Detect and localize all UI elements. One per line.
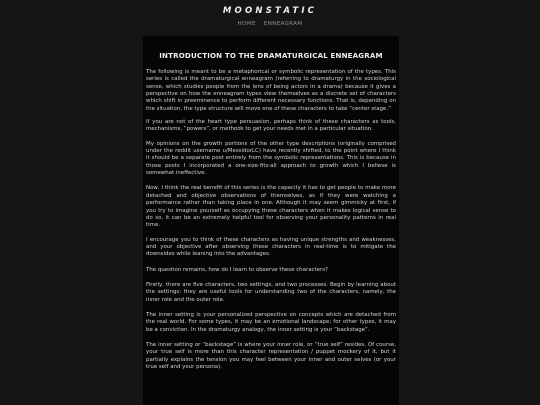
article-paragraph: If you are not of the heart type persuasion, perhaps think of these characters as tools, mechanisms, “powers”, or methods to get your needs met in a particular situation. (146, 119, 396, 133)
article-paragraph: My opinions on the growth portions of the other type descriptions (originally comprised under the reddit username u/MessidorLC) have recently shifted, to the point where I think it should be a separate post entirely from the symbolic representations. This is because in those posts I incorporated a one-size-fits-all approach to growth which I believe is somewhat ineffective. (146, 140, 396, 177)
article-paragraph: Firstly, there are five characters, two settings, and two processes. Begin by learning about the settings: they are useful tools for understanding two of the characters, namely, the inner role and the outer role. (146, 281, 396, 303)
article-paragraph: The question remains, how do I learn to observe these characters? (146, 266, 328, 273)
site-title[interactable]: MOONSTATIC (222, 6, 318, 16)
article-panel (143, 36, 399, 405)
article-body (146, 69, 396, 371)
article-paragraph: The following is meant to be a metaphorical or symbolic representation of the types. This series is called the dramaturgical enneagram (referring to dramaturgy in the sociological sense, which studies people from the lens of being actors in a drama) because it gives a perspective on how the enneagram types view themselves as a discrete set of characters which shift in preeminence to perform different necessary functions. That is, depending on the situation, the type structure will move one of these characters to take “center stage.” (146, 69, 396, 112)
article-title: INTRODUCTION TO THE DRAMATURGICAL ENNEAGRAM (159, 51, 383, 60)
article-paragraph: The inner setting is your personalized perspective on concepts which are detached from the real world. For some types, it may be an emotional landscape; for other types, it may be a conviction. In the dramaturgy analogy, the inner setting is your “backstage”. (146, 311, 396, 333)
article-paragraph: I encourage you to think of these characters as having unique strengths and weaknesses, and your objective after observing these characters in real-time is to mitigate the downsides while leaning into the advantages. (146, 236, 396, 258)
article-paragraph: Now, I think the real benefit of this series is the capacity it has to get people to make more detached and objective observations of themselves, as if they were watching a performance rather than taking place in one. Although it may seem gimmicky at first, if you try to imagine yourself as occupying these characters when it makes logical sense to do so, it can be an extremely helpful tool for observing your personality patterns in real time. (146, 185, 396, 229)
nav-link-home[interactable]: HOME (237, 21, 256, 27)
article-paragraph: The inner setting or “backstage” is where your inner role, or “true self” resides. Of course, your true self is more than this character representation / puppet mockery of it, but it partially explains the tension you may feel between your inner and outer selves (or your true self and your persona). (146, 341, 396, 370)
site-header (0, 0, 540, 34)
nav-link-enneagram[interactable]: ENNEAGRAM (263, 21, 303, 27)
site-nav (0, 21, 540, 28)
